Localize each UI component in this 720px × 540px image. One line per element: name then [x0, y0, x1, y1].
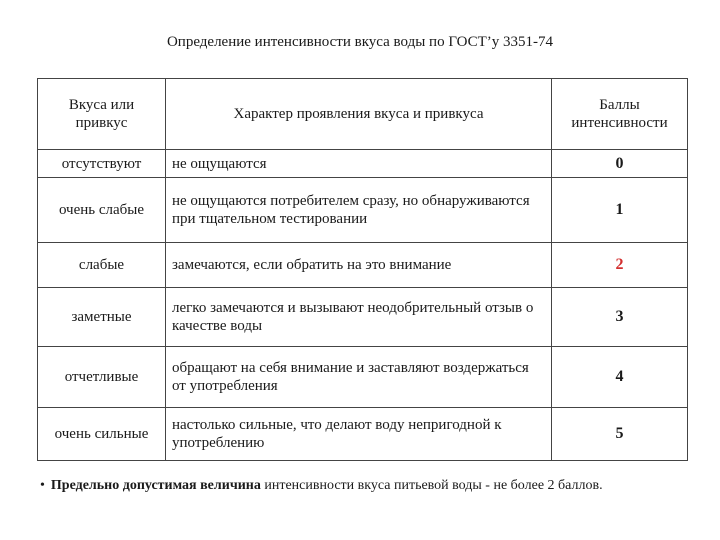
row-score: 4 [552, 347, 688, 408]
row-score: 3 [552, 288, 688, 347]
row-name: заметные [38, 288, 166, 347]
page-title: Определение интенсивности вкуса воды по ГОСТ’у 3351-74 [166, 34, 554, 50]
footnote-bold: Предельно допустимая величина [50, 478, 261, 493]
table-row [38, 150, 688, 178]
header-score: Баллы интенсивности [552, 79, 688, 150]
row-score: 5 [552, 408, 688, 461]
bullet-icon: • [40, 478, 45, 493]
intensity-table [37, 78, 688, 461]
row-score-highlight: 2 [552, 243, 688, 288]
row-name: отчетливые [38, 347, 166, 408]
table-row [38, 347, 688, 408]
row-description: замечаются, если обратить на это внимание [166, 243, 552, 288]
row-description: обращают на себя внимание и заставляют воздержаться от употребления [166, 347, 552, 408]
row-description: настолько сильные, что делают воду непригодной к употреблению [166, 408, 552, 461]
row-name: очень слабые [38, 178, 166, 243]
row-name: очень сильные [38, 408, 166, 461]
table-row [38, 178, 688, 243]
row-description: не ощущаются потребителем сразу, но обнаруживаются при тщательном тестировании [166, 178, 552, 243]
row-name: слабые [38, 243, 166, 288]
footnote-text: интенсивности вкуса питьевой воды - не более 2 баллов. [260, 478, 603, 493]
table-header-row [38, 79, 688, 150]
header-taste: Вкуса или привкус [38, 79, 166, 150]
table-row [38, 288, 688, 347]
table-row [38, 243, 688, 288]
header-character: Характер проявления вкуса и привкуса [166, 79, 552, 150]
footnote [40, 478, 710, 494]
row-score: 1 [552, 178, 688, 243]
row-name: отсутствуют [38, 150, 166, 178]
row-description: легко замечаются и вызывают неодобрительный отзыв о качестве воды [166, 288, 552, 347]
table-row [38, 408, 688, 461]
row-description: не ощущаются [166, 150, 552, 178]
row-score: 0 [552, 150, 688, 178]
